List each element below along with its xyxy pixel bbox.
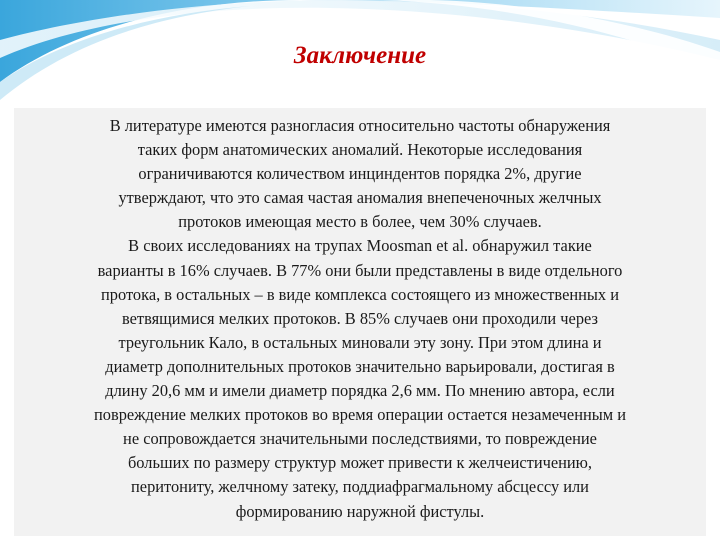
- text-line: длину 20,6 мм и имели диаметр порядка 2,6 мм. По мнению автора, если: [105, 381, 615, 401]
- text-line: не сопровождается значительными последствиями, то повреждение: [123, 429, 597, 449]
- text-line: перитониту, желчному затеку, поддиафрагмальному абсцессу или: [131, 477, 589, 497]
- text-line: треугольник Кало, в остальных миновали эту зону. При этом длина и: [118, 332, 602, 352]
- body-text: [20, 114, 700, 524]
- text-line: таких форм анатомических аномалий. Некоторые исследования: [137, 140, 583, 160]
- text-line: больших по размеру структур может привести к желчеистичению,: [127, 453, 593, 473]
- text-line: диаметр дополнительных протоков значительно варьировали, достигая в: [105, 356, 615, 376]
- text-line: варианты в 16% случаев. В 77% они были представлены в виде отдельного: [97, 260, 623, 280]
- text-line: ограничиваются количеством инциндентов порядка 2%, другие: [138, 164, 582, 184]
- text-line: повреждение мелких протоков во время операции остается незамеченным и: [93, 405, 626, 425]
- slide-title: Заключение: [293, 42, 427, 69]
- text-line: протока, в остальных – в виде комплекса состоящего из множественных и: [101, 284, 619, 304]
- text-line: В литературе имеются разногласия относительно частоты обнаружения: [109, 116, 611, 135]
- text-line: ветвящимися мелких протоков. В 85% случаев они проходили через: [122, 308, 598, 328]
- text-line: В своих исследованиях на трупах Moosman et al. обнаружил такие: [128, 236, 592, 256]
- text-line: протоков имеющая место в более, чем 30% случаев.: [178, 212, 542, 232]
- text-line: утверждают, что это самая частая аномалия внепеченочных желчных: [118, 188, 602, 208]
- text-line: формированию наружной фистулы.: [235, 501, 485, 521]
